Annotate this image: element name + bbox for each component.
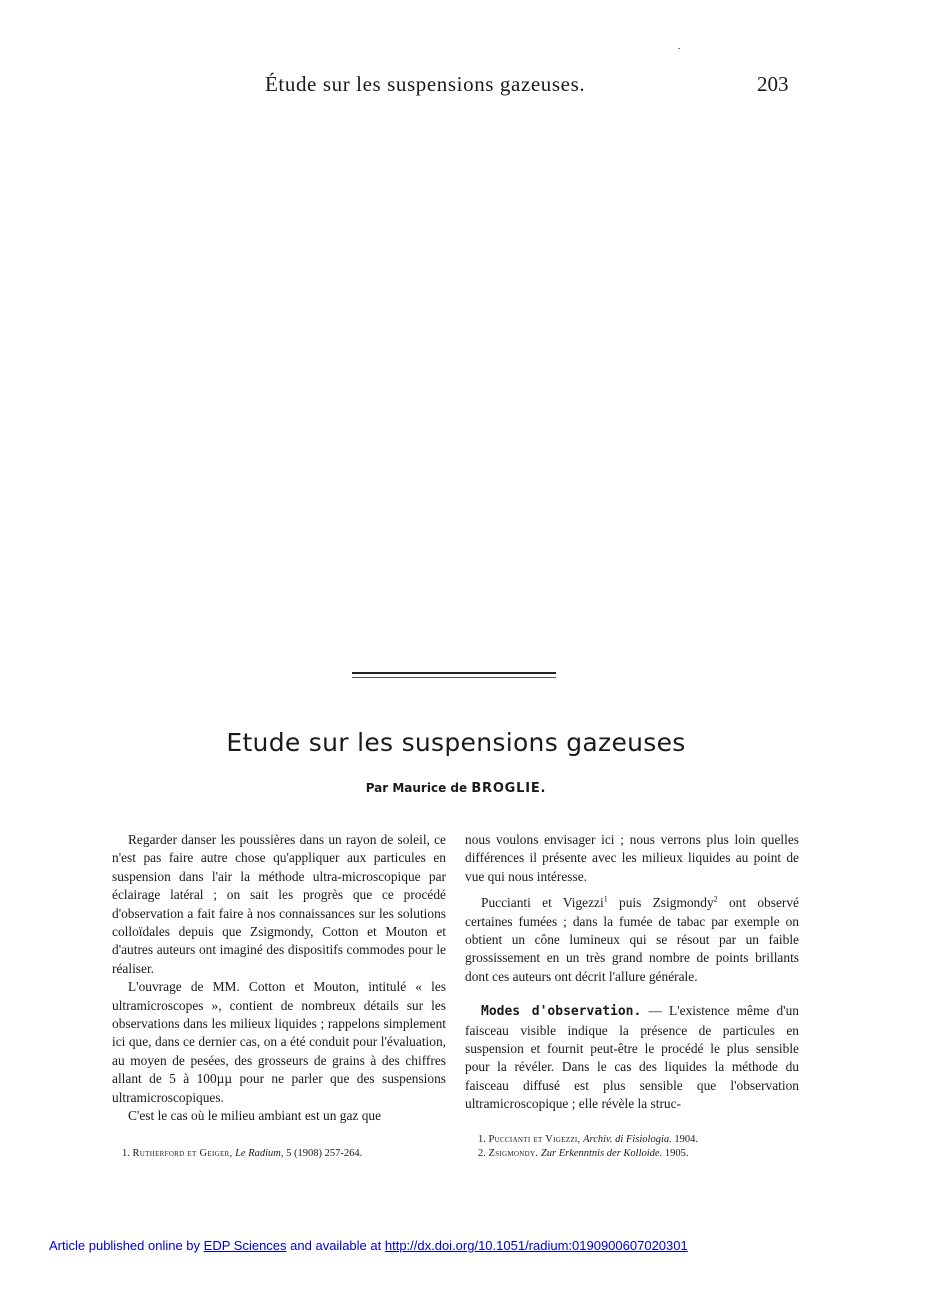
- text-run: Puccianti et Vigezzi: [481, 895, 604, 911]
- left-column: [112, 831, 446, 1126]
- paragraph: Regarder danser les poussières dans un rayon de soleil, ce n'est pas faire autre chose qu'appliquer aux particules en suspension dans l'air la méthode ultra-microscopique par éclairage latéral ; on sait les progrès que ce procédé d'observation a fait faire à nos connaissances sur les solutions colloïdales depuis que Zsigmondy, Cotton et Mouton et d'autres auteurs ont imaginé des dispositifs commodes pour le réaliser.: [112, 832, 446, 976]
- right-column: [465, 831, 799, 1114]
- footnote-journal: Zur Erkenntnis der Kolloide.: [540, 1148, 663, 1159]
- paragraph: nous voulons envisager ici ; nous verrons plus loin quelles différences il présente avec les milieux liquides au point de vue qui nous intéresse.: [465, 832, 799, 884]
- footnote-left: [122, 1147, 362, 1161]
- footnote: [478, 1133, 698, 1147]
- footnote-ref: 1905.: [664, 1148, 689, 1159]
- text-run: puis Zsigmondy: [607, 895, 714, 911]
- footnote-journal: Archiv. di Fisiologia.: [583, 1134, 672, 1145]
- byline: [0, 781, 912, 796]
- byline-prefix: Par Maurice de: [365, 781, 468, 795]
- text-run: — L'existence même d'un faisceau visible indique la présence de particules en suspension et fournit peut-être le procédé le plus sensible pour la révéler. Dans le cas des liquides la méthode du faisceau diffusé est plus sensible que l'observation ultramicroscopique ; elle révèle la struc-: [465, 1003, 799, 1112]
- article-title: Etude sur les suspensions gazeuses: [226, 728, 686, 757]
- doi-link[interactable]: http://dx.doi.org/10.1051/radium:0190900607020301: [384, 1238, 688, 1253]
- notice-middle: and available at: [290, 1238, 382, 1253]
- footnote-authors: Puccianti et Vigezzi,: [488, 1134, 581, 1145]
- paragraph: C'est le cas où le milieu ambiant est un gaz que: [128, 1108, 382, 1124]
- footnote-journal: Le Radium,: [235, 1148, 284, 1159]
- footnote-ref: 1904.: [674, 1134, 698, 1145]
- paragraph: L'ouvrage de MM. Cotton et Mouton, intitulé « les ultramicroscopes », contient de nombreux détails sur les observations dans les milieux liquides ; rappelons simplement ici que, dans ce dernier cas, on a été conduit pour l'évaluation, au moyen de pesées, des grosseurs de grains à des chiffres allant de 5 à 100µµ pour ne parler que des suspensions ultramicroscopiques.: [112, 979, 446, 1105]
- paragraph: [465, 1002, 799, 1113]
- notice-prefix: Article published online by: [49, 1238, 201, 1253]
- footnote: [478, 1147, 698, 1161]
- scan-speck: [678, 48, 680, 49]
- footnote-ref: 2: [713, 894, 718, 904]
- title-rule: [352, 672, 556, 678]
- byline-author: BROGLIE.: [471, 781, 547, 796]
- footnote-authors: Rutherford et Geiger,: [132, 1148, 233, 1159]
- footnote-number: 2.: [478, 1148, 486, 1159]
- page-number: 203: [757, 72, 789, 96]
- footnotes-right: [478, 1133, 698, 1161]
- rule-thin: [352, 677, 556, 678]
- footnote-number: 1.: [122, 1148, 130, 1159]
- paragraph: [465, 894, 799, 986]
- footnote-ref: 1: [603, 894, 608, 904]
- footnote-number: 1.: [478, 1134, 486, 1145]
- footnote-ref: 5 (1908) 257-264.: [286, 1148, 363, 1159]
- section-heading: Modes d'observation.: [481, 1004, 642, 1020]
- publisher-link[interactable]: EDP Sciences: [203, 1238, 287, 1253]
- footnote-authors: Zsigmondy.: [488, 1148, 539, 1159]
- running-title: Étude sur les suspensions gazeuses.: [265, 72, 586, 96]
- text-run: ont observé certaines fumées ; dans la fumée de tabac par exemple on obtient un cône lumineux qui se résout par un faible grossissement en un très grand nombre de points brillants dont ces auteurs ont décrit l'allure générale.: [465, 895, 800, 984]
- rule-thick: [352, 672, 556, 674]
- publication-notice: [49, 1238, 688, 1253]
